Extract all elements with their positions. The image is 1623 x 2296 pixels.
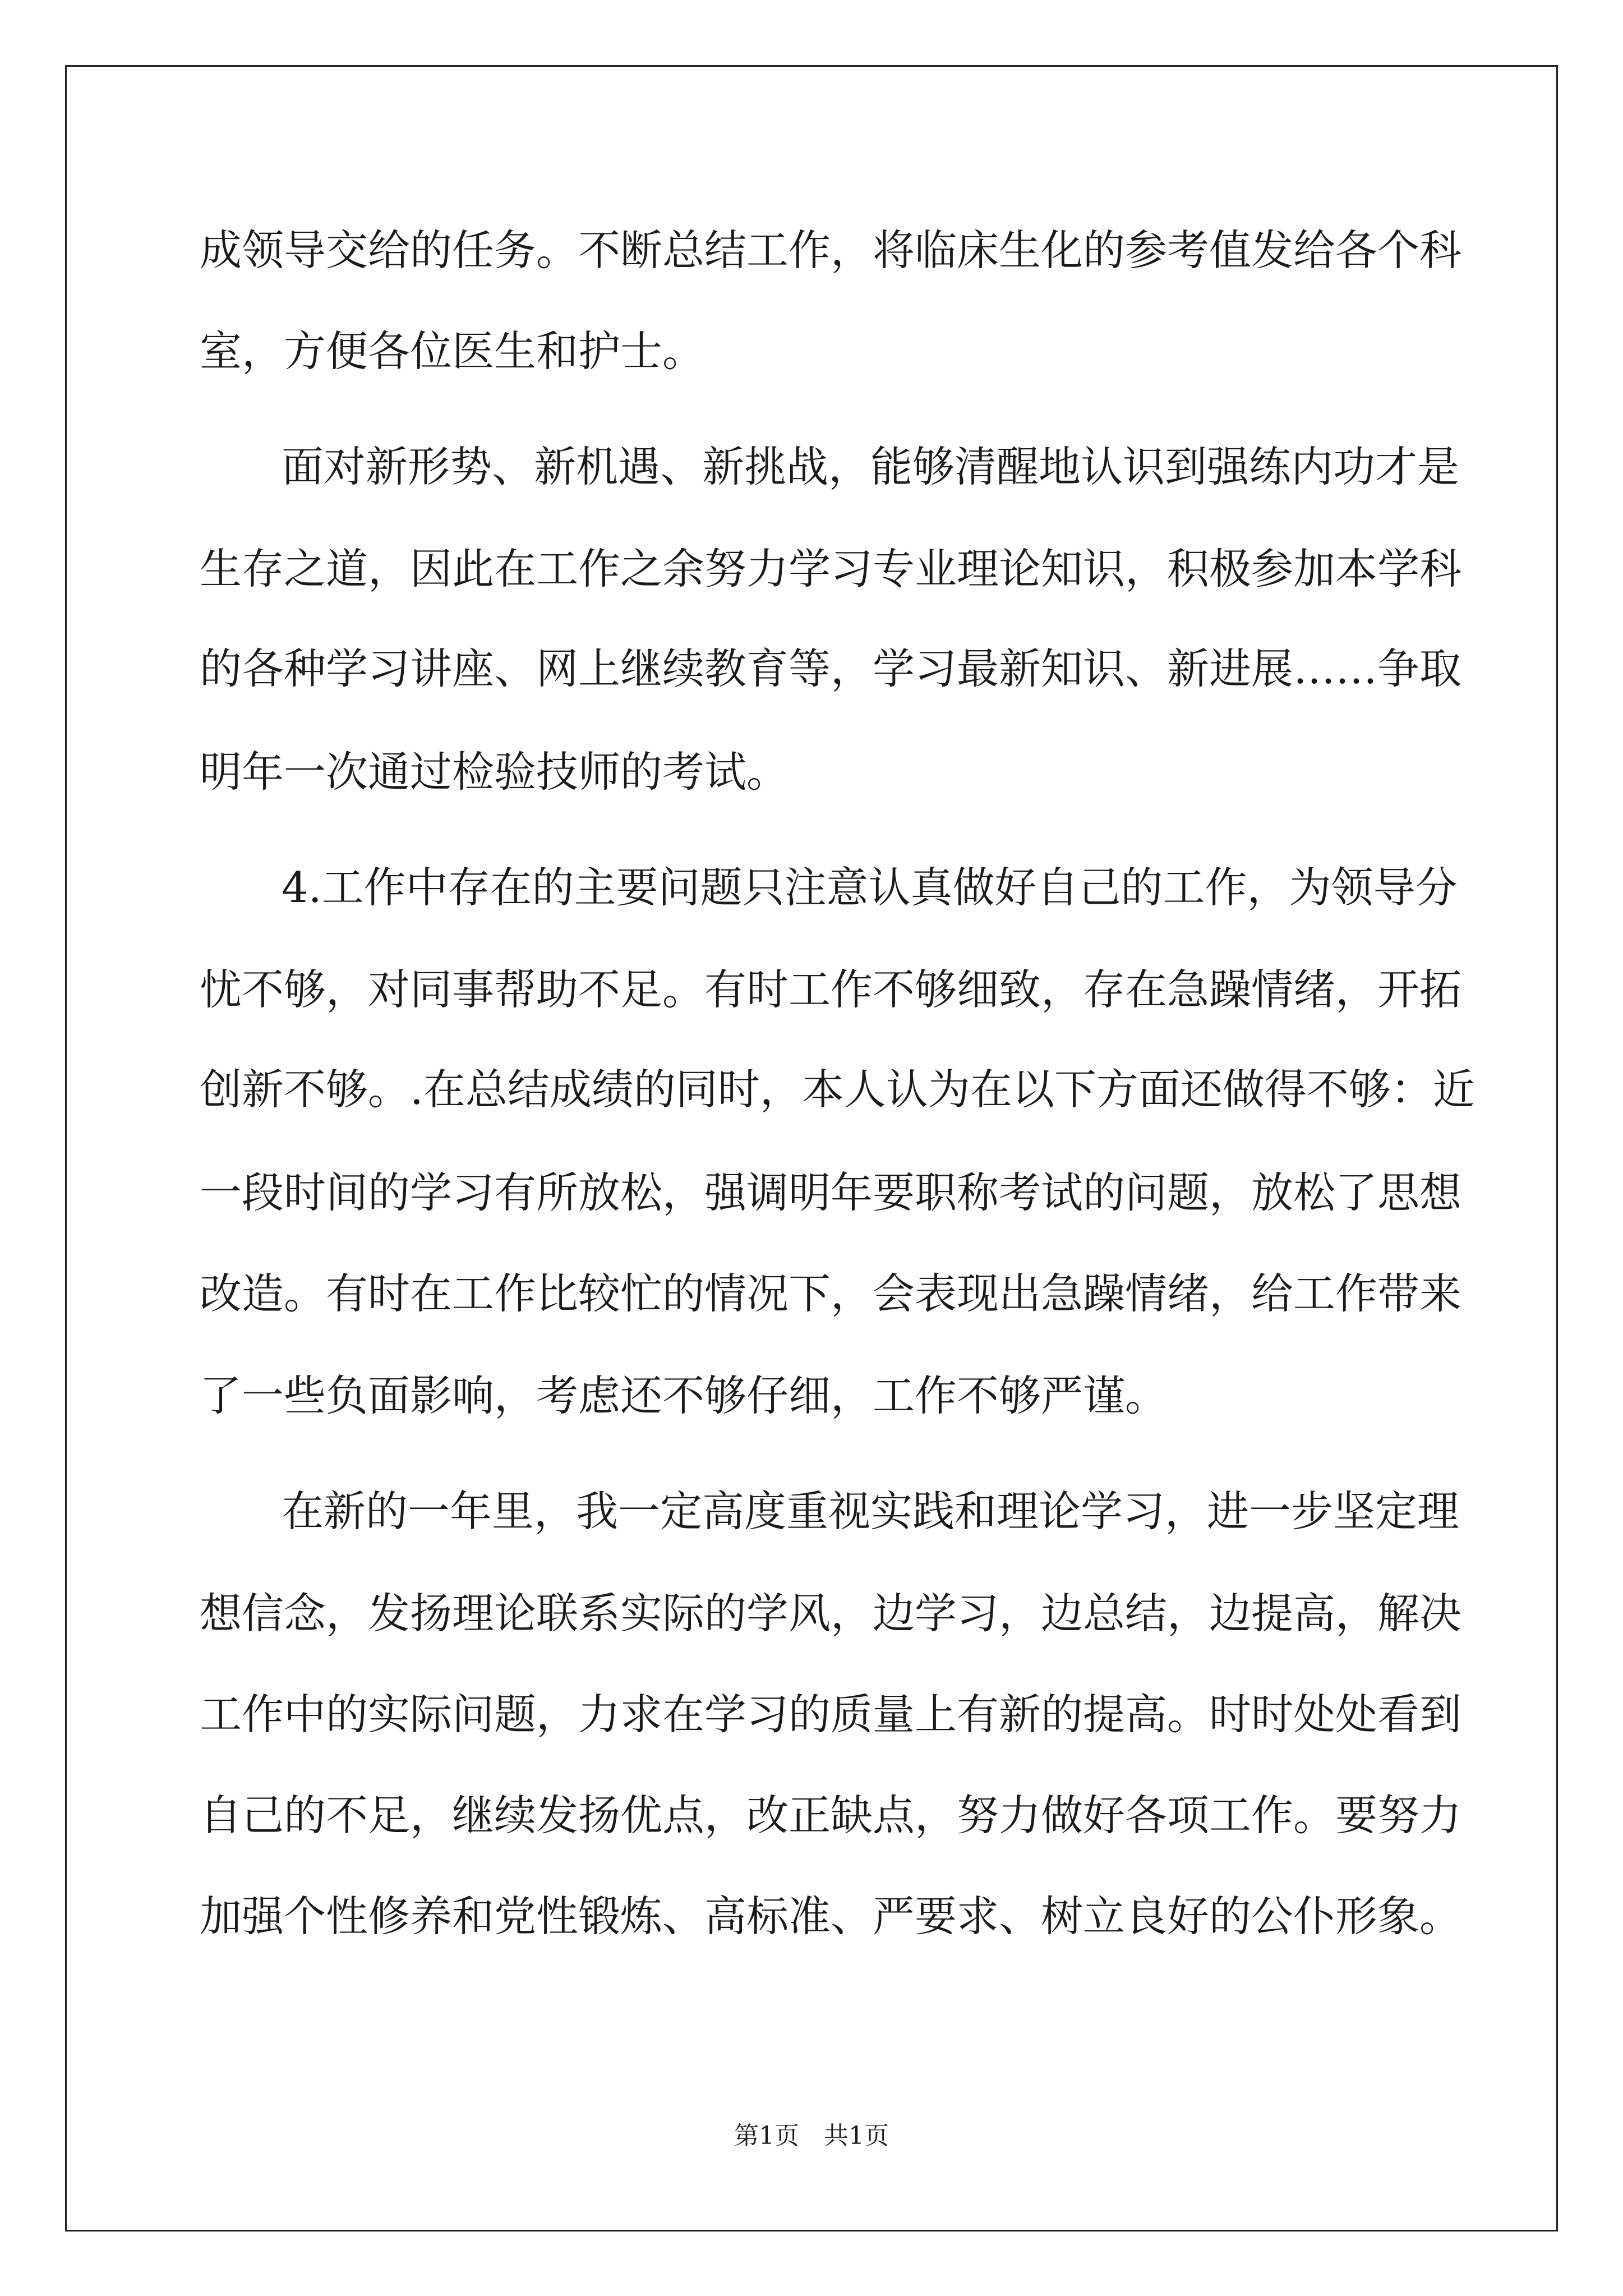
text-line: 4.工作中存在的主要问题只注意认真做好自己的工作，为领导分 (282, 863, 1458, 912)
text-line: 生存之道，因此在工作之余努力学习专业理论知识，积极参加本学科 (200, 544, 1462, 593)
text-line: 在新的一年里，我一定高度重视实践和理论学习，进一步坚定理 (282, 1487, 1460, 1536)
text-line: 一段时间的学习有所放松，强调明年要职称考试的问题，放松了思想 (200, 1168, 1462, 1217)
text-line: 忧不够，对同事帮助不足。有时工作不够细致，存在急躁情绪，开拓 (200, 965, 1462, 1014)
text-line: 室，方便各位医生和护士。 (200, 326, 705, 376)
text-line: 了一些负面影响，考虑还不够仔细，工作不够严谨。 (200, 1371, 1168, 1420)
text-line: 明年一次通过检验技师的考试。 (200, 747, 789, 797)
text-line: 想信念，发扬理论联系实际的学风，边学习，边总结，边提高，解决 (200, 1589, 1462, 1638)
text-line: 面对新形势、新机遇、新挑战，能够清醒地认识到强练内功才是 (282, 442, 1460, 491)
text-line: 自己的不足，继续发扬优点，改正缺点，努力做好各项工作。要努力 (200, 1791, 1462, 1840)
text-line: 成领导交给的任务。不断总结工作，将临床生化的参考值发给各个科 (200, 226, 1462, 275)
text-line: 改造。有时在工作比较忙的情况下，会表现出急躁情绪，给工作带来 (200, 1269, 1462, 1318)
text-line: 工作中的实际问题，力求在学习的质量上有新的提高。时时处处看到 (200, 1690, 1462, 1739)
text-line: 的各种学习讲座、网上继续教育等，学习最新知识、新进展……争取 (200, 644, 1462, 693)
page-footer: 第1页 共1页 (734, 2122, 889, 2150)
text-line: 加强个性修养和党性锻炼、高标准、严要求、树立良好的公仆形象。 (200, 1892, 1462, 1941)
text-line: 创新不够。.在总结成绩的同时，本人认为在以下方面还做得不够：近 (200, 1065, 1475, 1114)
